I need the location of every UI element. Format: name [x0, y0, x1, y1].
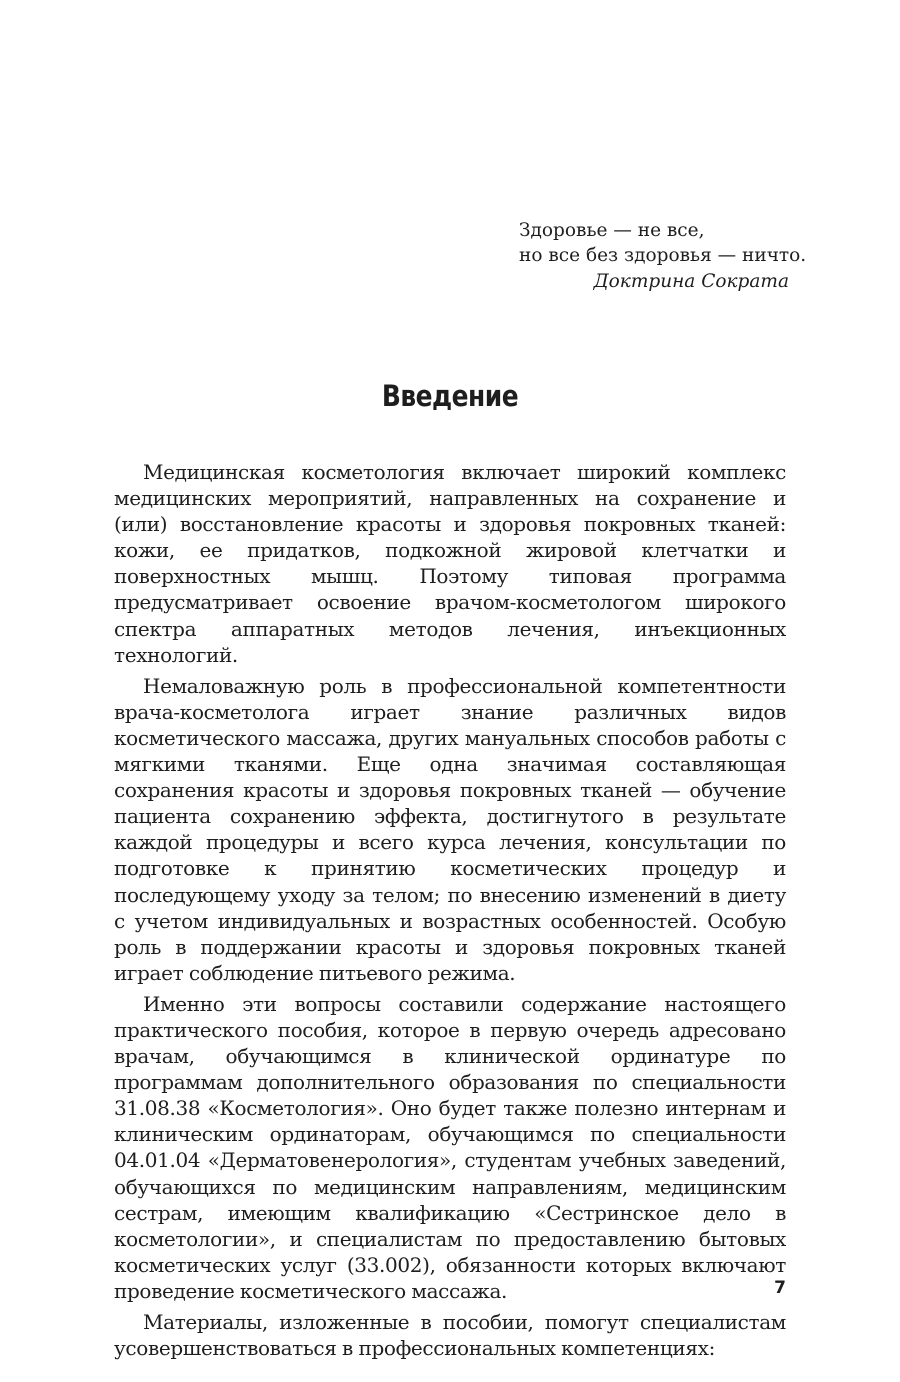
paragraph: Материалы, изложенные в пособии, помогут специалистам усовершенствоваться в профессиональных компетенциях: [114, 1310, 786, 1361]
paragraph: Именно эти вопросы составили содержание настоящего практического пособия, которое в первую очередь адресовано врачам, обучающимся в клинической ординатуре по программам дополнительного образования по специальности 31.08.38 «Косметология». Оно будет также полезно интернам и клиническим ординаторам, обучающимся по специальности 04.01.04 «Дерматовенерология», студентам учебных заведений, обучающихся по медицинским направлениям, медицинским сестрам, имеющим квалификацию «Сестринское дело в косметологии», и специалистам по предоставлению бытовых косметических услуг (33.002), обязанности которых включают проведение косметического массажа. [114, 991, 786, 1303]
paragraph: Медицинская косметология включает широкий комплекс медицинских мероприятий, направленных на сохранение и (или) восстановление красоты и здоровья покровных тканей: кожи, ее придатков, подкожной жировой клетчатки и поверхностных мышц. Поэтому типовая программа предусматривает освоение врачом-косметологом широкого спектра аппаратных методов лечения, инъекционных технологий. [114, 460, 786, 667]
paragraph: Немаловажную роль в профессиональной компетентности врача-косметолога играет знание различных видов косметического массажа, других мануальных способов работы с мягкими тканями. Еще одна значимая составляющая сохранения красоты и здоровья покровных тканей — обучение пациента сохранению эффекта, достигнутого в результате каждой процедуры и всего курса лечения, консультации по подготовке к принятию косметических процедур и последующему уходу за телом; по внесению изменений в диету с учетом индивидуальных и возрастных особенностей. Особую роль в поддержании красоты и здоровья покровных тканей играет соблюдение питьевого режима. [114, 673, 786, 985]
page-number: 7 [774, 1278, 786, 1298]
epigraph-line: Здоровье — не все, [519, 220, 705, 241]
body-text [114, 459, 786, 1361]
epigraph-author: Доктрина Сократа [593, 271, 789, 292]
chapter-heading: Введение [381, 379, 519, 413]
epigraph-line: но все без здоровья — ничто. [519, 245, 807, 266]
epigraph [519, 218, 807, 294]
